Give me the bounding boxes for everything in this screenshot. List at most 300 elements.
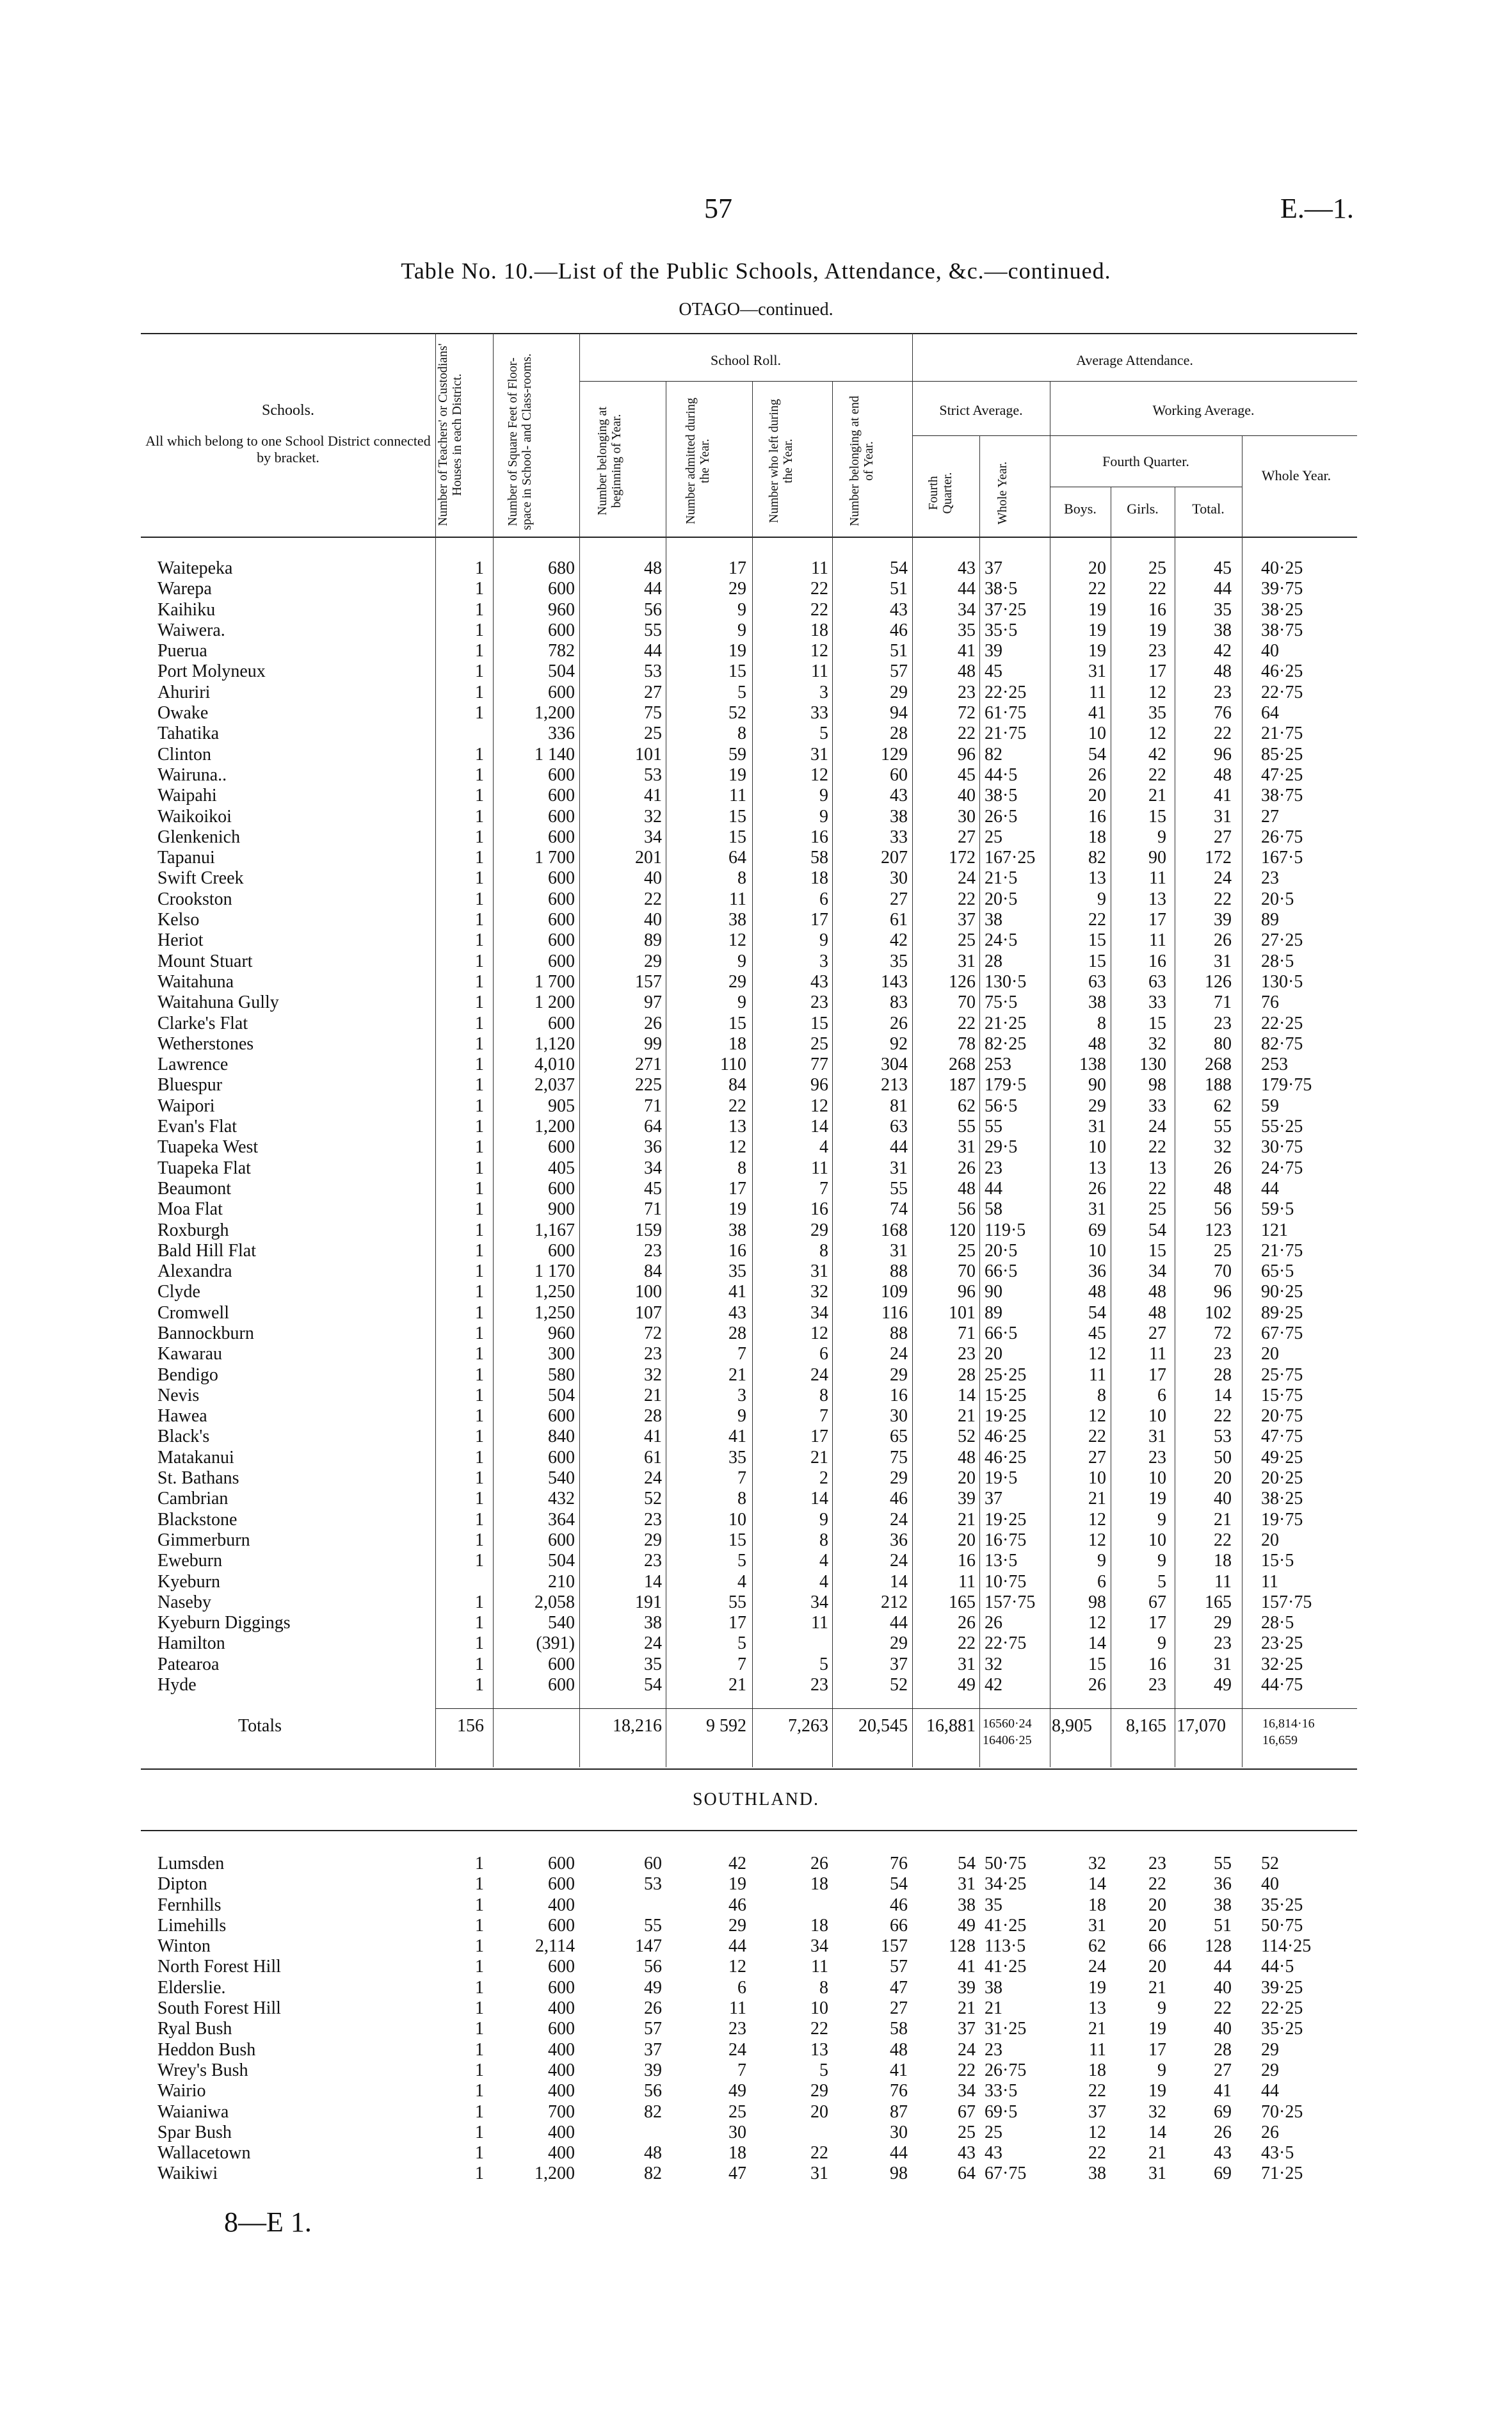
girls-cell: 19 [1148, 2019, 1166, 2039]
floor-cell: 1,200 [535, 703, 575, 724]
boys-cell: 8 [1097, 1013, 1106, 1033]
school-cell: Patearoa [157, 1654, 220, 1674]
end-cell: 29 [890, 682, 908, 702]
beginning-cell: 25 [644, 724, 662, 744]
boys-cell: 54 [1088, 744, 1106, 764]
boys-cell: 19 [1088, 641, 1106, 661]
whole-year-cell: 37 [985, 1489, 1002, 1509]
school-cell: Heddon Bush [157, 2039, 256, 2060]
whole-cell: 114·25 [1261, 1936, 1312, 1957]
whole-year-cell: 32 [985, 1654, 1002, 1674]
fourth-quarter-cell: 11 [958, 1571, 976, 1592]
admitted-cell: 9 [737, 951, 746, 971]
admitted-cell: 12 [728, 1137, 746, 1158]
total-cell: 55 [1214, 1854, 1232, 1873]
boys-cell: 36 [1088, 1261, 1106, 1282]
teachers-cell: 1 [475, 1895, 484, 1915]
floor-cell: 432 [548, 1489, 575, 1509]
end-cell: 57 [890, 1957, 908, 1977]
total-cell: 71 [1214, 992, 1232, 1013]
whole-year-cell: 38·5 [985, 579, 1018, 599]
fourth-quarter-cell: 22 [958, 1633, 976, 1654]
fourth-quarter-cell: 54 [958, 1854, 976, 1873]
floor-cell: 600 [548, 786, 575, 806]
school-cell: Ahuriri [157, 682, 211, 702]
totals-whole-year-1: 16560·24 [983, 1717, 1032, 1731]
teachers-cell: 1 [475, 1137, 484, 1158]
total-cell: 23 [1214, 682, 1232, 702]
school-cell: Hyde [157, 1675, 197, 1695]
whole-year-cell: 26·5 [985, 806, 1018, 827]
girls-cell: 6 [1157, 1385, 1166, 1405]
total-cell: 53 [1214, 1427, 1232, 1447]
girls-cell: 31 [1148, 1427, 1166, 1447]
admitted-cell: 43 [728, 1302, 746, 1323]
teachers-cell: 1 [475, 620, 484, 640]
floor-cell: 2,058 [535, 1592, 575, 1612]
table-row [0, 1448, 1512, 1468]
totals-left: 7,263 [788, 1716, 828, 1736]
whole-cell: 26 [1261, 2122, 1279, 2142]
whole-cell: 30·75 [1261, 1137, 1303, 1158]
floor-cell: 600 [548, 910, 575, 930]
boys-cell: 14 [1088, 1633, 1106, 1654]
totals-admitted: 9 592 [706, 1716, 746, 1736]
table-row [0, 827, 1512, 848]
girls-cell: 15 [1148, 1240, 1166, 1261]
teachers-cell: 1 [475, 764, 484, 785]
totals-beginning: 18,216 [613, 1716, 662, 1736]
floor-cell: 1,167 [535, 1220, 575, 1240]
admitted-cell: 19 [728, 1199, 746, 1220]
fourth-quarter-cell: 52 [958, 1427, 976, 1447]
total-cell: 172 [1205, 848, 1232, 868]
boys-cell: 16 [1088, 806, 1106, 827]
table-row [0, 2081, 1512, 2101]
school-cell: Beaumont [157, 1178, 232, 1199]
school-cell: Kyeburn Diggings [157, 1613, 291, 1633]
left-cell: 22 [810, 579, 828, 599]
floor-cell: 1 140 [535, 744, 575, 764]
teachers-header: Number of Teachers' or Custodians' Houses in each District. [436, 343, 464, 526]
total-cell: 28 [1214, 2039, 1232, 2060]
fourth-quarter-cell: 43 [958, 2143, 976, 2164]
boys-cell: 8 [1097, 1385, 1106, 1405]
girls-cell: 15 [1148, 1013, 1166, 1033]
fourth-quarter-cell: 24 [958, 2039, 976, 2060]
admitted-cell: 24 [728, 2039, 746, 2060]
boys-cell: 48 [1088, 1282, 1106, 1302]
beginning-cell: 201 [635, 848, 662, 868]
left-cell: 7 [819, 1178, 828, 1199]
admitted-cell: 5 [737, 1551, 746, 1571]
end-cell: 43 [890, 786, 908, 806]
end-cell: 14 [890, 1571, 908, 1592]
end-cell: 304 [881, 1055, 908, 1075]
admitted-cell: 21 [728, 1364, 746, 1385]
fourth-quarter-cell: 37 [958, 2019, 976, 2039]
boys-cell: 26 [1088, 1178, 1106, 1199]
teachers-cell: 1 [475, 786, 484, 806]
totals-girls: 8,165 [1126, 1716, 1166, 1736]
whole-cell: 25·75 [1261, 1364, 1303, 1385]
admitted-cell: 25 [728, 2101, 746, 2122]
whole-year-cell: 43 [985, 2143, 1002, 2164]
total-cell: 50 [1214, 1447, 1232, 1468]
whole-cell: 90·25 [1261, 1282, 1303, 1302]
boys-header: Boys. [1064, 501, 1097, 517]
girls-cell: 23 [1148, 641, 1166, 661]
admitted-cell: 8 [737, 1158, 746, 1178]
boys-cell: 12 [1088, 1530, 1106, 1550]
left-cell: 9 [819, 786, 828, 806]
beginning-cell: 48 [644, 558, 662, 578]
total-cell: 28 [1214, 1364, 1232, 1385]
left-cell: 15 [810, 1013, 828, 1033]
boys-cell: 18 [1088, 1895, 1106, 1915]
table-row [0, 1158, 1512, 1179]
girls-cell: 23 [1148, 1675, 1166, 1695]
beginning-cell: 23 [644, 1551, 662, 1571]
whole-year-cell: 38 [985, 1977, 1002, 1998]
teachers-cell: 1 [475, 2039, 484, 2060]
floor-cell: 400 [548, 2060, 575, 2080]
fourth-quarter-cell: 39 [958, 1489, 976, 1509]
girls-cell: 27 [1148, 1323, 1166, 1343]
school-cell: Hawea [157, 1406, 207, 1427]
whole-year-cell: 34·25 [985, 1874, 1027, 1895]
whole-year-cell: 26·75 [985, 2060, 1027, 2080]
teachers-cell: 1 [475, 703, 484, 724]
table-row [0, 1895, 1512, 1916]
beginning-cell: 57 [644, 2019, 662, 2039]
beginning-cell: 147 [635, 1936, 662, 1957]
teachers-cell: 1 [475, 971, 484, 992]
total-cell: 27 [1214, 827, 1232, 847]
whole-year-w-header: Whole Year. [1261, 467, 1331, 483]
floor-cell: 600 [548, 868, 575, 889]
end-cell: 55 [890, 1178, 908, 1199]
totals-end: 20,545 [858, 1716, 908, 1736]
total-cell: 31 [1214, 951, 1232, 971]
total-cell: 23 [1214, 1633, 1232, 1654]
whole-cell: 89·25 [1261, 1302, 1303, 1323]
teachers-cell: 1 [475, 1530, 484, 1550]
fourth-quarter-cell: 41 [958, 641, 976, 661]
floor-cell: 504 [548, 1385, 575, 1405]
end-cell: 61 [890, 910, 908, 930]
working-average-header: Working Average. [1152, 402, 1255, 418]
beginning-cell: 56 [644, 1957, 662, 1977]
teachers-cell: 1 [475, 1220, 484, 1240]
whole-cell: 23·25 [1261, 1633, 1303, 1654]
floor-cell: 782 [548, 641, 575, 661]
school-cell: Waiwera. [157, 620, 225, 640]
end-cell: 54 [890, 1874, 908, 1895]
teachers-cell: 1 [475, 1117, 484, 1137]
total-cell: 26 [1214, 930, 1232, 951]
total-cell: 51 [1214, 1915, 1232, 1936]
beginning-cell: 40 [644, 868, 662, 889]
table-row [0, 2040, 1512, 2060]
whole-cell: 130·5 [1261, 971, 1303, 992]
fourth-quarter-cell: 78 [958, 1033, 976, 1054]
table-row [0, 1633, 1512, 1654]
end-cell: 92 [890, 1033, 908, 1054]
table-row [0, 1592, 1512, 1613]
whole-cell: 40 [1261, 1874, 1279, 1895]
fourth-quarter-cell: 26 [958, 1158, 976, 1178]
whole-year-cell: 15·25 [985, 1385, 1027, 1405]
school-cell: Kawarau [157, 1344, 223, 1364]
fourth-quarter-cell: 165 [949, 1592, 976, 1612]
boys-cell: 9 [1097, 1551, 1106, 1571]
whole-year-cell: 82 [985, 744, 1002, 764]
end-cell: 207 [881, 848, 908, 868]
whole-year-cell: 21·75 [985, 724, 1027, 744]
whole-cell: 24·75 [1261, 1158, 1303, 1178]
whole-year-cell: 157·75 [985, 1592, 1036, 1612]
table-row [0, 1427, 1512, 1447]
left-cell: 14 [810, 1117, 828, 1137]
whole-year-cell: 179·5 [985, 1075, 1027, 1096]
left-cell: 14 [810, 1489, 828, 1509]
school-cell: Kelso [157, 910, 200, 930]
beginning-cell: 14 [644, 1571, 662, 1592]
teachers-cell: 1 [475, 1199, 484, 1220]
school-cell: Bluespur [157, 1075, 223, 1096]
whole-year-cell: 20·5 [985, 889, 1018, 909]
school-cell: Kyeburn [157, 1571, 220, 1592]
girls-cell: 66 [1148, 1936, 1166, 1957]
end-cell: 29 [890, 1364, 908, 1385]
whole-year-cell: 37·25 [985, 599, 1027, 620]
girls-cell: 32 [1148, 2101, 1166, 2122]
fourth-quarter-cell: 45 [958, 764, 976, 785]
admitted-cell: 11 [729, 1998, 746, 2019]
whole-cell: 76 [1261, 992, 1279, 1013]
whole-year-cell: 67·75 [985, 2164, 1027, 2184]
floor-cell: 600 [548, 764, 575, 785]
total-cell: 96 [1214, 1282, 1232, 1302]
girls-cell: 20 [1148, 1895, 1166, 1915]
southland-rows [0, 1854, 1512, 2185]
floor-cell: 405 [548, 1158, 575, 1178]
left-cell: 33 [810, 703, 828, 724]
whole-year-cell: 38 [985, 910, 1002, 930]
teachers-cell: 1 [475, 2122, 484, 2142]
boys-cell: 29 [1088, 1096, 1106, 1116]
school-cell: Fernhills [157, 1895, 221, 1915]
girls-cell: 32 [1148, 1033, 1166, 1054]
school-cell: Waianiwa [157, 2101, 229, 2122]
beginning-cell: 53 [644, 661, 662, 682]
girls-cell: 23 [1148, 1854, 1166, 1873]
end-cell: 66 [890, 1915, 908, 1936]
admitted-cell: 29 [728, 579, 746, 599]
school-cell: Waitahuna Gully [157, 992, 279, 1013]
end-cell: 35 [890, 951, 908, 971]
total-cell: 48 [1214, 661, 1232, 682]
fourth-quarter-cell: 49 [958, 1915, 976, 1936]
left-cell: 22 [810, 2143, 828, 2164]
girls-cell: 25 [1148, 1199, 1166, 1220]
school-cell: Heriot [157, 930, 204, 951]
table-row [0, 1489, 1512, 1509]
school-cell: Tahatika [157, 724, 219, 744]
left-cell: 31 [810, 2164, 828, 2184]
table-row [0, 1675, 1512, 1695]
end-cell: 36 [890, 1530, 908, 1550]
whole-year-cell: 167·25 [985, 848, 1036, 868]
end-cell: 31 [890, 1158, 908, 1178]
total-cell: 43 [1214, 2143, 1232, 2164]
girls-cell: 15 [1148, 806, 1166, 827]
floor-cell: 400 [548, 2039, 575, 2060]
beginning-cell: 100 [635, 1282, 662, 1302]
floor-cell: 600 [548, 2019, 575, 2039]
school-cell: St. Bathans [157, 1468, 239, 1489]
boys-cell: 27 [1088, 1447, 1106, 1468]
header-top-rule [141, 333, 1357, 334]
boys-cell: 48 [1088, 1033, 1106, 1054]
admitted-cell: 21 [728, 1675, 746, 1695]
total-cell: 31 [1214, 1654, 1232, 1674]
beginning-cell: 64 [644, 1117, 662, 1137]
end-cell: 27 [890, 1998, 908, 2019]
whole-year-cell: 35·5 [985, 620, 1018, 640]
admitted-cell: 46 [728, 1895, 746, 1915]
girls-cell: 22 [1148, 1178, 1166, 1199]
school-cell: Wairuna.. [157, 764, 227, 785]
teachers-cell: 1 [475, 1282, 484, 1302]
whole-cell: 85·25 [1261, 744, 1303, 764]
teachers-cell: 1 [475, 579, 484, 599]
beginning-cell: 55 [644, 620, 662, 640]
boys-cell: 11 [1089, 682, 1106, 702]
teachers-cell: 1 [475, 1158, 484, 1178]
fourth-quarter-cell: 64 [958, 2164, 976, 2184]
whole-year-cell: 21·25 [985, 1013, 1027, 1033]
beginning-cell: 29 [644, 1530, 662, 1550]
school-cell: Puerua [157, 641, 207, 661]
whole-year-header: Whole Year. [995, 461, 1009, 525]
floor-cell: 600 [548, 1137, 575, 1158]
school-cell: Bannockburn [157, 1323, 254, 1343]
school-cell: Waipori [157, 1096, 215, 1116]
girls-cell: 14 [1148, 2122, 1166, 2142]
teachers-cell: 1 [475, 1489, 484, 1509]
admitted-cell: 7 [737, 2060, 746, 2080]
whole-cell: 39·25 [1261, 1977, 1303, 1998]
girls-cell: 22 [1148, 1874, 1166, 1895]
floor-cell: 700 [548, 2101, 575, 2122]
girls-cell: 31 [1148, 2164, 1166, 2184]
teachers-cell: 1 [475, 661, 484, 682]
teachers-cell: 1 [475, 599, 484, 620]
total-cell: 29 [1214, 1613, 1232, 1633]
admitted-cell: 30 [728, 2122, 746, 2142]
end-cell: 58 [890, 2019, 908, 2039]
teachers-cell: 1 [475, 1178, 484, 1199]
total-cell: 38 [1214, 620, 1232, 640]
school-cell: Kaihiku [157, 599, 216, 620]
teachers-cell: 1 [475, 1592, 484, 1612]
floor-cell: 2,037 [535, 1075, 575, 1096]
table-row [0, 1468, 1512, 1489]
table-row [0, 558, 1512, 579]
whole-year-cell: 75·5 [985, 992, 1018, 1013]
end-cell: 212 [881, 1592, 908, 1612]
teachers-cell: 1 [475, 992, 484, 1013]
floor-cell: 600 [548, 930, 575, 951]
floor-cell: 600 [548, 620, 575, 640]
whole-cell: 20 [1261, 1344, 1279, 1364]
whole-year-cell: 42 [985, 1675, 1002, 1695]
left-cell: 6 [819, 1344, 828, 1364]
fourth-quarter-cell: 26 [958, 1613, 976, 1633]
floor-cell: 600 [548, 1240, 575, 1261]
whole-cell: 89 [1261, 910, 1279, 930]
left-cell: 12 [810, 1323, 828, 1343]
teachers-cell: 1 [475, 1613, 484, 1633]
admitted-cell: 19 [728, 1874, 746, 1895]
whole-cell: 29 [1261, 2039, 1279, 2060]
whole-year-cell: 89 [985, 1302, 1002, 1323]
end-cell: 88 [890, 1261, 908, 1282]
left-cell: 9 [819, 930, 828, 951]
admitted-cell: 38 [728, 1220, 746, 1240]
fourth-quarter-header: Fourth Quarter. [926, 472, 954, 514]
whole-year-cell: 58 [985, 1199, 1002, 1220]
girls-cell: 9 [1157, 1551, 1166, 1571]
beginning-cell: 60 [644, 1854, 662, 1873]
total-cell: 102 [1205, 1302, 1232, 1323]
fourth-quarter-cell: 43 [958, 558, 976, 578]
left-cell: 24 [810, 1364, 828, 1385]
boys-cell: 10 [1088, 1240, 1106, 1261]
total-cell: 268 [1205, 1055, 1232, 1075]
southland-top-rule [141, 1830, 1357, 1831]
total-cell: 70 [1214, 1261, 1232, 1282]
table-row [0, 579, 1512, 599]
admitted-cell: 64 [728, 848, 746, 868]
admitted-cell: 7 [737, 1468, 746, 1489]
whole-cell: 22·25 [1261, 1013, 1303, 1033]
floor-cell: 600 [548, 827, 575, 847]
end-cell: 28 [890, 724, 908, 744]
teachers-cell: 1 [475, 1364, 484, 1385]
teachers-cell: 1 [475, 806, 484, 827]
table-row [0, 1572, 1512, 1592]
table-row [0, 1613, 1512, 1633]
teachers-cell: 1 [475, 1633, 484, 1654]
left-cell: 32 [810, 1282, 828, 1302]
whole-cell: 15·5 [1261, 1551, 1294, 1571]
beginning-cell: 55 [644, 1915, 662, 1936]
end-cell: 44 [890, 1613, 908, 1633]
boys-cell: 22 [1088, 910, 1106, 930]
girls-cell: 16 [1148, 1654, 1166, 1674]
fourth-quarter-cell: 48 [958, 661, 976, 682]
floor-cell: 2,114 [535, 1936, 575, 1957]
total-cell: 165 [1205, 1592, 1232, 1612]
girls-cell: 21 [1148, 786, 1166, 806]
table-row [0, 765, 1512, 786]
school-cell: Black's [157, 1427, 210, 1447]
table-row [0, 2019, 1512, 2039]
table-row [0, 951, 1512, 972]
